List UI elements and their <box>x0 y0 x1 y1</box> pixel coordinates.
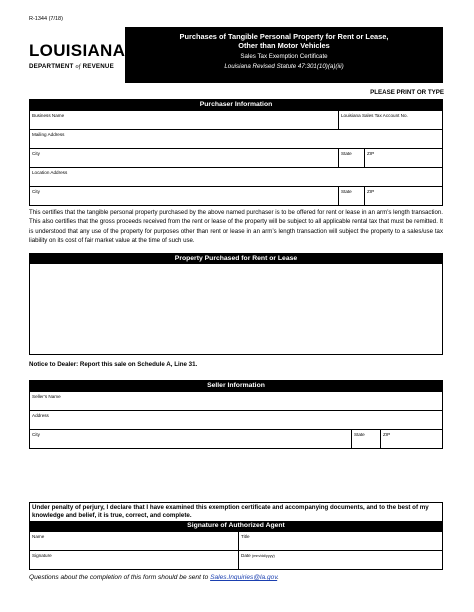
account-number-label: Louisiana Sales Tax Account No. <box>341 113 408 118</box>
mailing-address-label: Mailing Address <box>32 132 65 137</box>
mailing-address-field[interactable] <box>30 130 442 148</box>
footer-period: . <box>277 574 279 581</box>
form-subtitle: Sales Tax Exemption Certificate <box>240 53 328 60</box>
purchaser-section <box>29 99 443 206</box>
form-statute: Louisiana Revised Statute 47:301(10)(a)(iii) <box>224 63 344 70</box>
seller-row-1 <box>30 391 442 410</box>
seller-city-label: City <box>32 432 40 437</box>
form-title-line2: Other than Motor Vehicles <box>238 41 330 50</box>
footer-text: Questions about the completion of this form should be sent to <box>29 574 209 581</box>
agent-title-label: Title <box>241 534 250 539</box>
agent-name-label: Name <box>32 534 45 539</box>
seller-row-3 <box>30 429 442 448</box>
seller-state-field[interactable] <box>351 430 380 448</box>
business-name-field[interactable] <box>30 111 338 129</box>
date-format-hint: (mm/dd/yyyy) <box>252 554 275 558</box>
location-zip-field[interactable] <box>364 187 442 205</box>
seller-section-title: Seller Information <box>30 381 442 391</box>
property-description-area[interactable] <box>30 264 442 354</box>
signature-field[interactable] <box>30 551 238 569</box>
logo-dept-word: DEPARTMENT <box>29 63 74 70</box>
purchaser-state-label: State <box>341 151 352 156</box>
signature-section <box>29 502 443 570</box>
seller-address-label: Address <box>32 413 49 418</box>
form-title <box>125 32 443 50</box>
seller-row-2 <box>30 410 442 429</box>
date-label: Date <box>241 553 251 558</box>
purchaser-zip-label: ZIP <box>367 151 375 156</box>
purchaser-row-4 <box>30 167 442 186</box>
seller-address-field[interactable] <box>30 411 442 429</box>
form-header <box>125 27 443 83</box>
logo-state-name: LOUISIANA <box>29 41 126 60</box>
dealer-notice: Notice to Dealer: Report this sale on Schedule A, Line 31. <box>29 361 198 368</box>
signature-row-1 <box>30 531 442 550</box>
property-section-title: Property Purchased for Rent or Lease <box>30 254 442 264</box>
seller-section <box>29 380 443 449</box>
logo-department <box>29 63 114 70</box>
property-section <box>29 253 443 355</box>
purchaser-row-1 <box>30 110 442 129</box>
form-number: R-1344 (7/18) <box>29 16 63 22</box>
agent-title-field[interactable] <box>238 532 442 550</box>
purchaser-row-5 <box>30 186 442 205</box>
seller-name-label: Seller’s Name <box>32 394 61 399</box>
business-name-label: Business Name <box>32 113 65 118</box>
purchaser-city-field[interactable] <box>30 149 338 167</box>
seller-zip-field[interactable] <box>380 430 442 448</box>
location-state-field[interactable] <box>338 187 364 205</box>
footer-email-link[interactable]: Sales.Inquiries@la.gov <box>210 574 278 581</box>
location-address-field[interactable] <box>30 168 442 186</box>
purchaser-row-2 <box>30 129 442 148</box>
signature-row-2 <box>30 550 442 569</box>
signature-label: Signature <box>32 553 52 558</box>
logo-revenue-word: REVENUE <box>82 63 114 70</box>
purchaser-zip-field[interactable] <box>364 149 442 167</box>
location-city-label: City <box>32 189 40 194</box>
agent-name-field[interactable] <box>30 532 238 550</box>
location-zip-label: ZIP <box>367 189 375 194</box>
location-city-field[interactable] <box>30 187 338 205</box>
seller-city-field[interactable] <box>30 430 351 448</box>
seller-state-label: State <box>354 432 365 437</box>
certification-text: This certifies that the tangible personal property purchased by the above named purchaser is to be offered for rent or lease in an arm’s length transaction. This also certifies that the gross proceeds received from the rent or lease of the property will be subject to all applicable rental tax that must be remitted. It is understood that any use of the property for purposes other than rent or lease in an arm’s length transaction will subject the property to a sales/use tax liability on its cost of fair market value at the time of such use. <box>29 209 443 244</box>
perjury-statement: Under penalty of perjury, I declare that I have examined this exemption certificate and accompanying documents, and to the best of my knowledge and belief, it is true, correct, and complete. <box>32 504 429 519</box>
date-field[interactable] <box>238 551 442 569</box>
signature-section-title: Signature of Authorized Agent <box>30 521 442 531</box>
purchaser-section-title: Purchaser Information <box>30 100 442 110</box>
purchaser-city-label: City <box>32 151 40 156</box>
location-address-label: Location Address <box>32 170 68 175</box>
print-note: PLEASE PRINT OR TYPE <box>370 89 444 96</box>
form-title-line1: Purchases of Tangible Personal Property for Rent or Lease, <box>179 32 389 41</box>
seller-zip-label: ZIP <box>383 432 391 437</box>
logo-of: of <box>75 63 81 70</box>
location-state-label: State <box>341 189 352 194</box>
account-number-field[interactable] <box>338 111 442 129</box>
seller-name-field[interactable] <box>30 392 442 410</box>
footer <box>29 574 279 581</box>
purchaser-state-field[interactable] <box>338 149 364 167</box>
purchaser-row-3 <box>30 148 442 167</box>
